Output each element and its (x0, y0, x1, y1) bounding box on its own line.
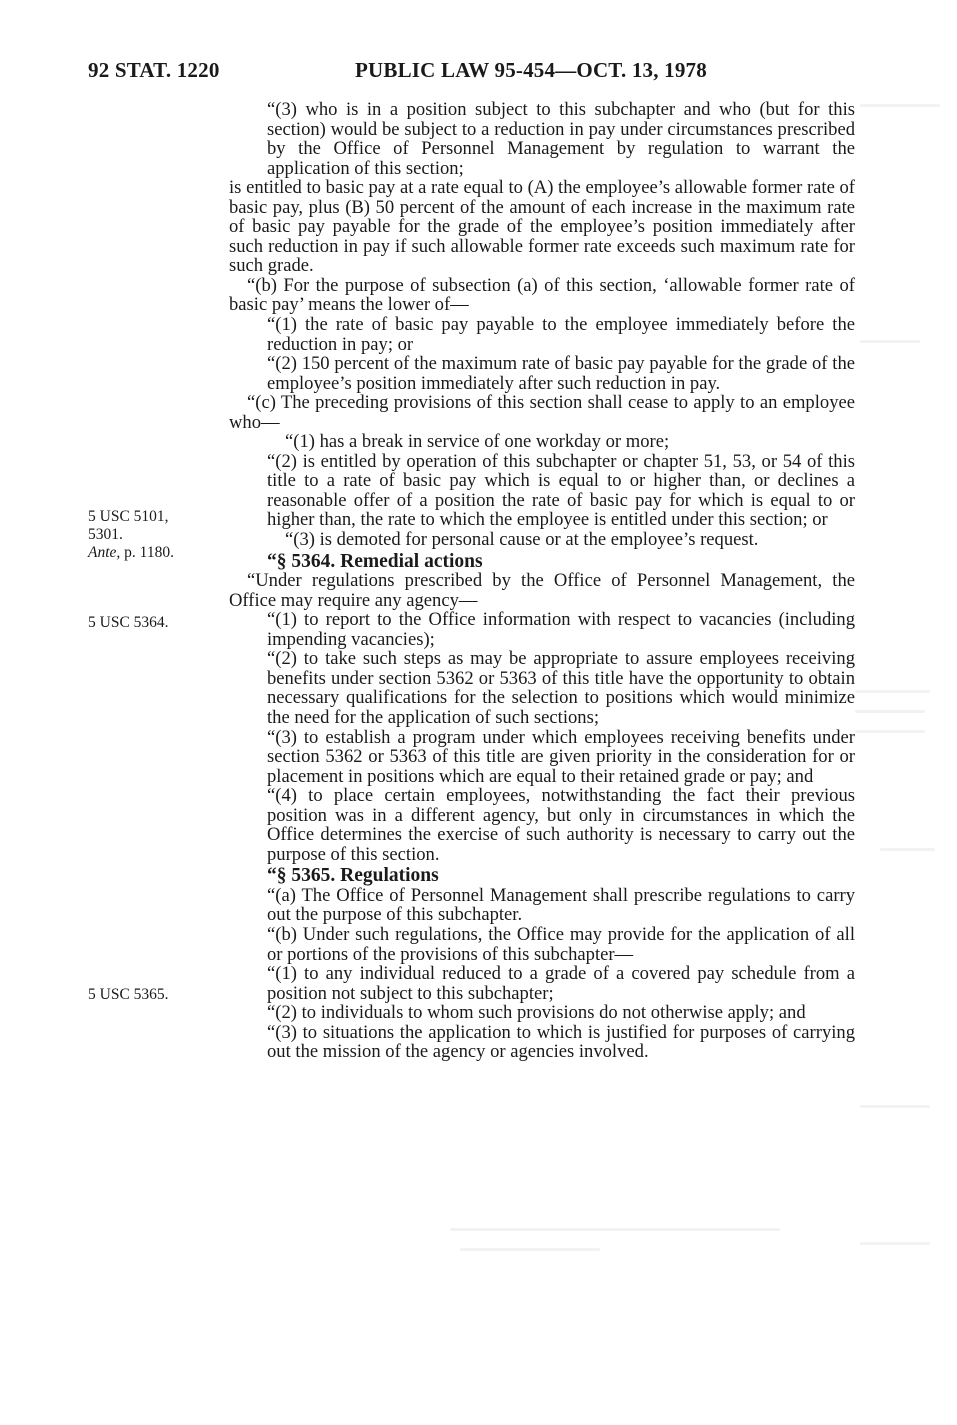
paragraph: “(3) to situations the application to which is justified for purposes of carrying out the mission of the agency or agencies involved. (267, 1021, 855, 1063)
paragraph: “(3) to establish a program under which employees receiving benefits under section 5362 or 5363 of this title are given priority in the consideration for or placement in positions which are equal to their retained grade or pay; and (267, 726, 855, 787)
paragraph: “(3) is demoted for personal cause or at the employee’s request. (285, 529, 759, 551)
margin-note-line: 5301. (88, 526, 123, 543)
paragraph: “(c) The preceding provisions of this section shall cease to apply to an employee who— (229, 392, 855, 433)
paragraph: “(1) has a break in service of one workday or more; (285, 431, 670, 453)
statute-body (229, 100, 855, 1062)
page-title: PUBLIC LAW 95-454—OCT. 13, 1978 (355, 58, 707, 82)
paragraph: “(a) The Office of Personnel Management shall prescribe regulations to carry out the purpose of this subchapter. (267, 884, 855, 926)
margin-note-5101 (88, 508, 174, 562)
paragraph: “(4) to place certain employees, notwithstanding the fact their previous position was in a different agency, but only in circumstances in which the Office determines the exercise of such authority is necessary to carry out the purpose of this section. (267, 785, 855, 865)
statute-citation: 92 STAT. 1220 (88, 58, 220, 82)
margin-note-5364: 5 USC 5364. (88, 614, 169, 631)
margin-note-5365: 5 USC 5365. (88, 986, 169, 1003)
paragraph: is entitled to basic pay at a rate equal to (A) the employee’s allowable former rate of basic pay, plus (B) 50 percent of the amount of each increase in the maximum rate of basic pay payable for the grade of the employee’s position immediately after such reduction in pay if such allowable former rate exceeds such maximum rate for such grade. (229, 177, 855, 277)
section-heading-5364: “§ 5364. Remedial actions (267, 550, 483, 572)
paragraph: “(1) the rate of basic pay payable to the employee immediately before the reduction in pay; or (267, 314, 855, 355)
paragraph: “(1) to any individual reduced to a grade of a covered pay schedule from a position not subject to this subchapter; (267, 963, 855, 1004)
paragraph: “(b) Under such regulations, the Office may provide for the application of all or portions of the provisions of this subchapter— (267, 923, 855, 965)
paragraph: “Under regulations prescribed by the Office of Personnel Management, the Office may require any agency— (229, 570, 855, 611)
margin-note-line (88, 544, 174, 562)
section-heading-5365: “§ 5365. Regulations (267, 865, 439, 887)
paragraph: “(2) 150 percent of the maximum rate of basic pay payable for the grade of the employee’s position immediately after such reduction in pay. (267, 353, 855, 394)
paragraph: “(1) to report to the Office information with respect to vacancies (including impending vacancies); (267, 609, 855, 650)
paragraph: “(2) to take such steps as may be appropriate to assure employees receiving benefits under section 5362 or 5363 of this title have the opportunity to obtain necessary qualifications for the selection to positions which would minimize the need for the application of such sections; (267, 648, 855, 728)
page-header (0, 58, 957, 88)
paragraph: “(b) For the purpose of subsection (a) of this section, ‘allowable former rate of basic pay’ means the lower of— (229, 274, 855, 316)
paragraph: “(2) to individuals to whom such provisions do not otherwise apply; and (267, 1002, 806, 1024)
paragraph: “(2) is entitled by operation of this subchapter or chapter 51, 53, or 54 of this title to a rate of basic pay which is equal to or higher than, or declines a reasonable offer of a position the rate of basic pay for which is equal to or higher than, the rate to which the employee is entitled under this section; or (267, 450, 855, 531)
margin-note-ante-page: p. 1180. (120, 544, 174, 561)
margin-note-ante: Ante, (88, 544, 121, 561)
margin-note-line: 5 USC 5101, (88, 508, 169, 525)
paragraph: “(3) who is in a position subject to this subchapter and who (but for this section) would be subject to a reduction in pay under circumstances prescribed by the Office of Personnel Management by regulation to warrant the application of this section; (267, 99, 855, 179)
